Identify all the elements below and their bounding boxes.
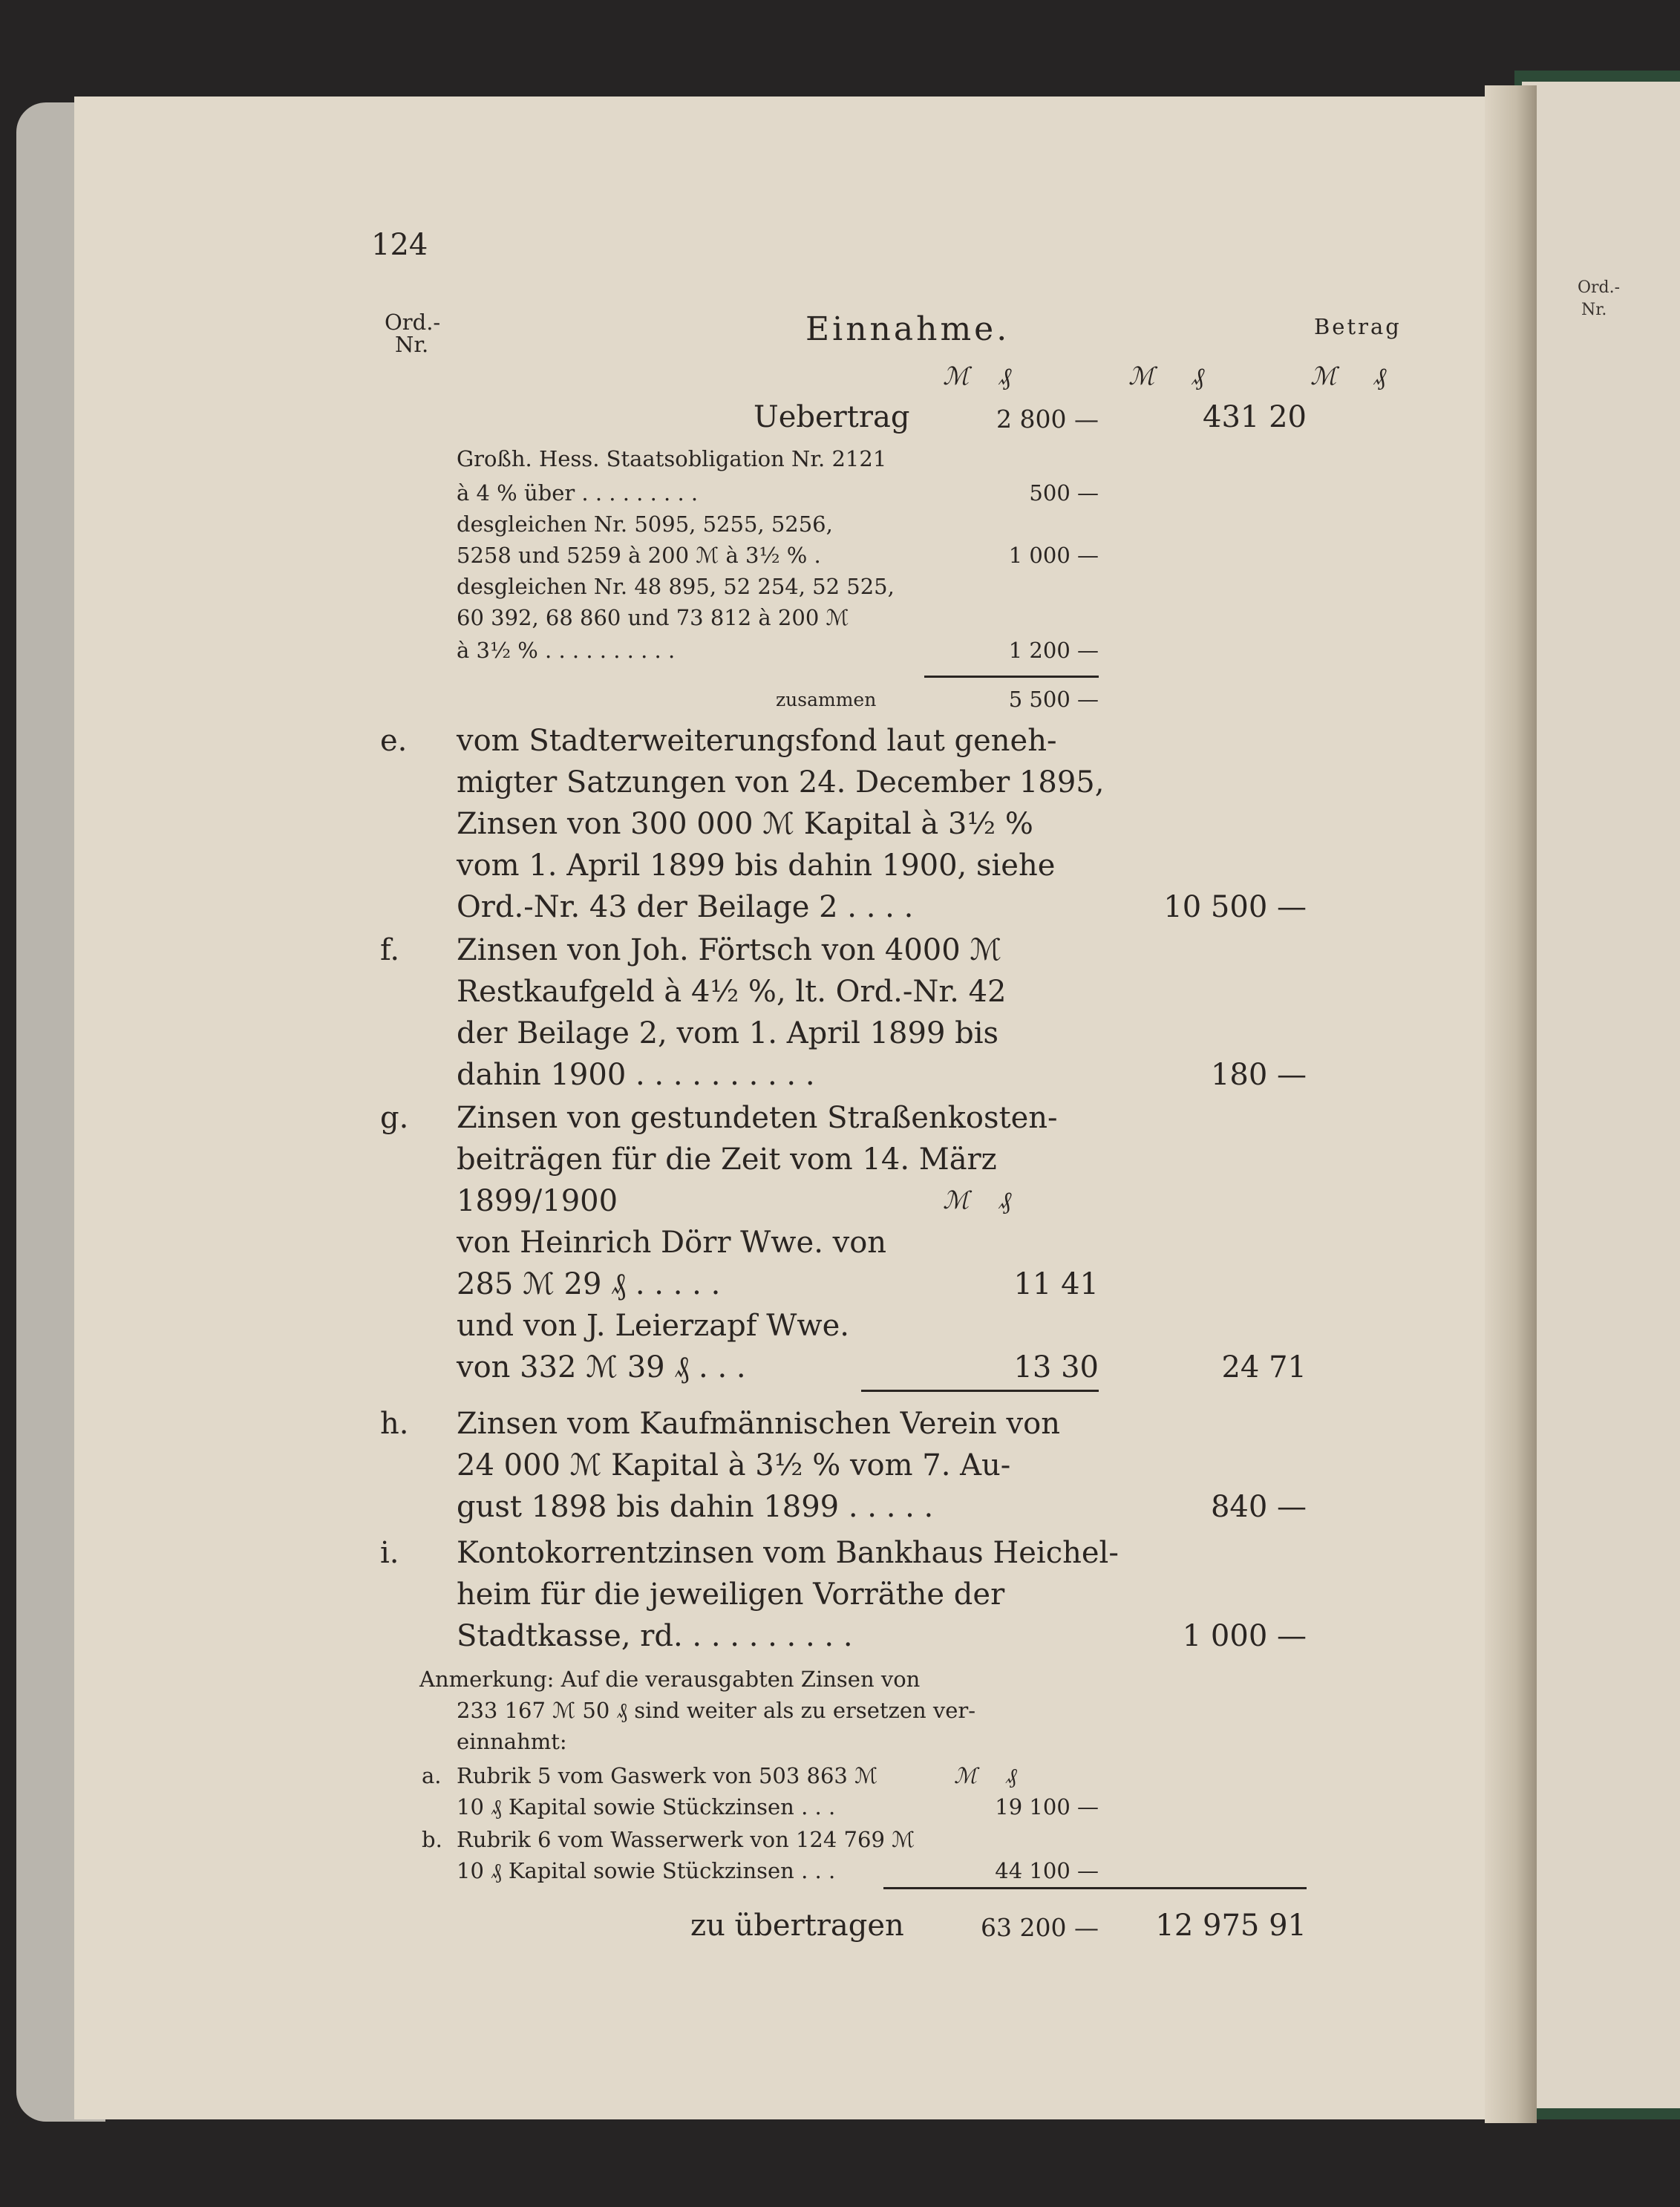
anmerkung-line-1: Anmerkung: Auf die verausgabten Zinsen von [419,1667,921,1692]
item-e-line-2: migter Satzungen von 24. December 1895, [457,765,1105,800]
betrag-label: Betrag [1314,314,1402,339]
desgl2-amount: 1 200 — [1008,638,1099,663]
item-h-line-1: Zinsen vom Kaufmännischen Verein von [457,1407,1060,1441]
item-e-line-5: Ord.-Nr. 43 der Beilage 2 . . . . [457,890,914,924]
units-total: ℳ ₰ [1128,362,1205,390]
anmerkung-line-3: einnahmt: [457,1729,567,1754]
book-gutter [1485,85,1537,2123]
subtotal-rule-1 [924,676,1099,678]
anmerkung-line-2: 233 167 ℳ 50 ₰ sind weiter als zu ersetzen ver- [457,1698,976,1723]
units-sub: ℳ ₰ [943,362,1012,390]
right-page-ord: Ord.- [1578,278,1621,297]
zu-uebertragen-label: zu übertragen [690,1909,904,1943]
item-i-line-2: heim für die jeweiligen Vorräthe der [457,1577,1005,1612]
item-e-line-1: vom Stadterweiterungsfond laut geneh- [457,724,1057,758]
uebertrag-sub: 2 800 — [996,405,1099,434]
anm-b-letter: b. [422,1827,442,1852]
zu-uebertragen-sub: 63 200 — [981,1913,1099,1942]
item-e-line-4: vom 1. April 1899 bis dahin 1900, siehe [457,849,1056,883]
item-g-line-7: von 332 ℳ 39 ₰ . . . [457,1350,746,1384]
item-e-line-3: Zinsen von 300 000 ℳ Kapital à 3½ % [457,807,1033,841]
item-f-line-1: Zinsen von Joh. Förtsch von 4000 ℳ [457,933,1002,967]
anm-units: ℳ ₰ [954,1763,1017,1788]
item-h-letter: h. [380,1407,409,1441]
item-f-line-4: dahin 1900 . . . . . . . . . . [457,1058,815,1092]
page-title: Einnahme. [805,310,1010,348]
anm-b-line-2: 10 ₰ Kapital sowie Stückzinsen . . . [457,1858,836,1883]
anm-a-line-2: 10 ₰ Kapital sowie Stückzinsen . . . [457,1794,836,1819]
desgl1-line-1: desgleichen Nr. 5095, 5255, 5256, [457,511,833,537]
ord-nr-label-1: Ord.- [385,310,441,335]
item-g-line-3: 1899/1900 [457,1184,618,1218]
item-f-line-3: der Beilage 2, vom 1. April 1899 bis [457,1016,999,1050]
item-e-letter: e. [380,724,408,758]
item-g-amount-2: 13 30 [1013,1350,1099,1384]
item-h-line-3: gust 1898 bis dahin 1899 . . . . . [457,1490,934,1524]
page-number: 124 [371,228,428,262]
desgl2-line-3: à 3½ % . . . . . . . . . . [457,638,676,663]
item-e-total: 10 500 — [1163,890,1307,924]
item-g-units: ℳ ₰ [943,1186,1012,1214]
desgl1-line-2: 5258 und 5259 à 200 ℳ à 3½ % . [457,543,821,568]
item-i-total: 1 000 — [1182,1619,1307,1653]
item-h-total: 840 — [1210,1490,1307,1524]
item-g-letter: g. [380,1101,409,1135]
zusammen-label: zusammen [776,689,877,710]
right-page-nr: Nr. [1581,301,1607,319]
item-g-line-5: 285 ℳ 29 ₰ . . . . . [457,1267,721,1301]
gross-line-1: Großh. Hess. Staatsobligation Nr. 2121 [457,446,887,471]
subtotal-rule-2 [861,1390,1099,1392]
item-i-line-3: Stadtkasse, rd. . . . . . . . . . [457,1619,853,1653]
document-page [74,97,1529,2119]
item-i-letter: i. [380,1536,399,1570]
desgl2-line-1: desgleichen Nr. 48 895, 52 254, 52 525, [457,574,895,599]
item-f-letter: f. [380,933,400,967]
final-rule [883,1887,1307,1889]
zu-uebertragen-total: 12 975 91 [1155,1909,1307,1943]
uebertrag-total: 431 20 [1203,400,1307,434]
item-g-line-6: und von J. Leierzapf Wwe. [457,1309,849,1343]
anm-b-amount: 44 100 — [995,1858,1099,1883]
desgl1-amount: 1 000 — [1008,543,1099,568]
units-betrag: ℳ ₰ [1310,362,1387,390]
item-g-amount-1: 11 41 [1013,1267,1099,1301]
item-g-total: 24 71 [1221,1350,1307,1384]
item-g-line-2: beiträgen für die Zeit vom 14. März [457,1142,997,1177]
ord-nr-label-2: Nr. [395,332,429,357]
anm-b-line-1: Rubrik 6 vom Wasserwerk von 124 769 ℳ [457,1827,915,1852]
item-h-line-2: 24 000 ℳ Kapital à 3½ % vom 7. Au- [457,1448,1011,1482]
item-g-line-1: Zinsen von gestundeten Straßenkosten- [457,1101,1058,1135]
anm-a-line-1: Rubrik 5 vom Gaswerk von 503 863 ℳ [457,1763,878,1788]
gross-line-2: à 4 % über . . . . . . . . . [457,480,699,506]
right-page [1522,82,1680,2108]
desgl2-line-2: 60 392, 68 860 und 73 812 à 200 ℳ [457,605,849,630]
anm-a-amount: 19 100 — [995,1794,1099,1819]
zusammen-amount: 5 500 — [1008,687,1099,712]
item-i-line-1: Kontokorrentzinsen vom Bankhaus Heichel- [457,1536,1119,1570]
item-f-line-2: Restkaufgeld à 4½ %, lt. Ord.-Nr. 42 [457,975,1007,1009]
item-f-total: 180 — [1210,1058,1307,1092]
item-g-line-4: von Heinrich Dörr Wwe. von [457,1226,887,1260]
uebertrag-label: Uebertrag [754,400,910,434]
anm-a-letter: a. [422,1763,442,1788]
gross-amount: 500 — [1029,480,1099,506]
